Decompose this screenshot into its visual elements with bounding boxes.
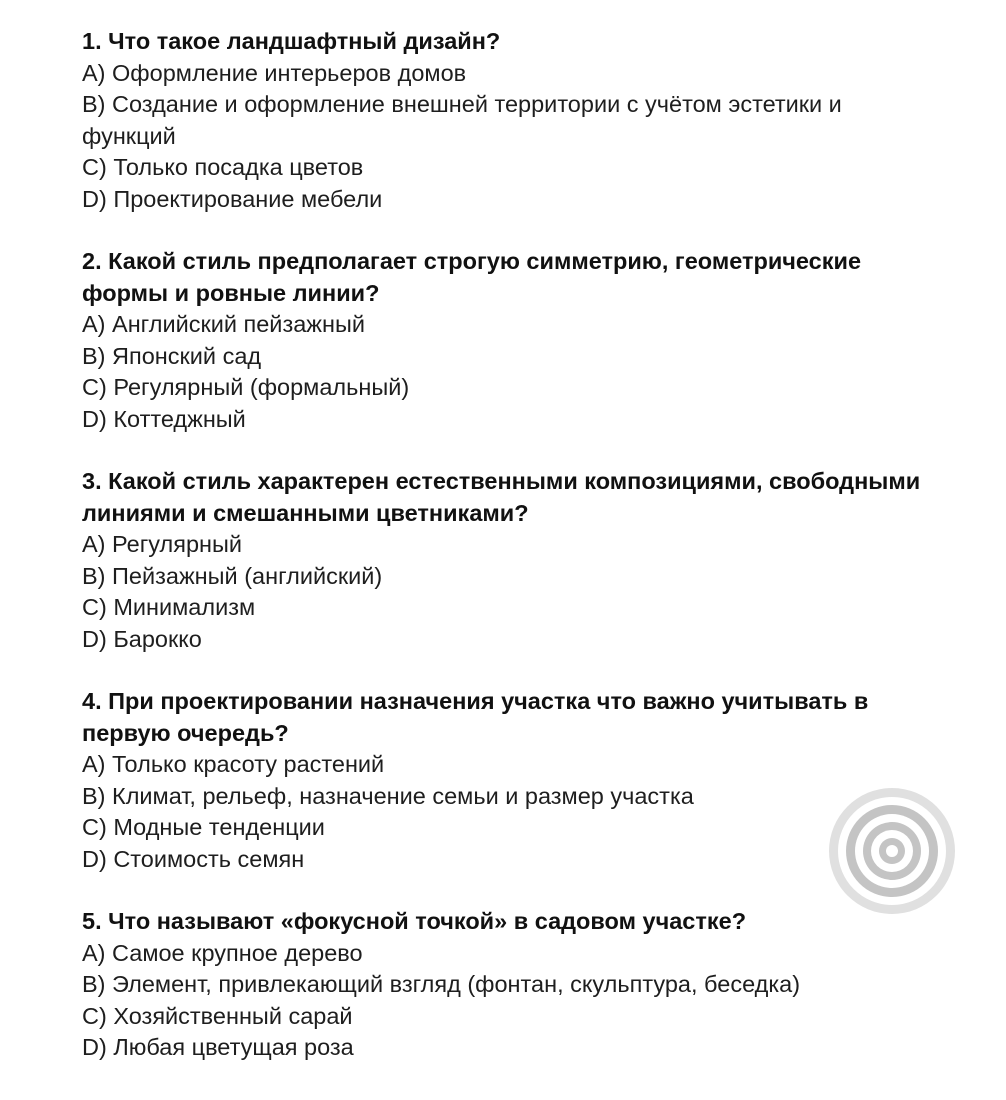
answer-option-d: D) Барокко [82,625,202,652]
question-title: 4. При проектировании назначения участка что важно учитывать в первую очередь? [82,688,869,746]
answer-option-c: C) Хозяйственный сарай [82,1002,353,1029]
quiz-document [82,26,932,1095]
answer-option-c: C) Модные тенденции [82,814,325,840]
answer-option-d: D) Коттеджный [82,405,246,432]
target-icon[interactable] [828,787,956,915]
answer-option-d: D) Проектирование мебели [82,185,383,212]
question-1 [82,26,932,215]
answer-option-a: A) Самое крупное дерево [82,939,363,966]
question-title: 3. Какой стиль характерен естественными композициями, свободными линиями и смешанными цветниками? [82,468,921,526]
answer-option-a: A) Оформление интерьеров домов [82,59,467,86]
answer-option-b: B) Японский сад [82,342,262,369]
question-title: 1. Что такое ландшафтный дизайн? [82,28,501,54]
question-title: 2. Какой стиль предполагает строгую симметрию, геометрические формы и ровные линии? [82,248,862,306]
question-4 [82,686,932,875]
answer-option-b: B) Создание и оформление внешней территории с учётом эстетики и функций [82,91,842,149]
target-icon-graphic [828,787,956,915]
answer-option-d: D) Стоимость семян [82,845,305,872]
question-5 [82,906,932,1064]
answer-option-b: B) Климат, рельеф, назначение семьи и размер участка [82,782,694,809]
answer-option-d: D) Любая цветущая роза [82,1034,354,1060]
question-title: 5. Что называют «фокусной точкой» в садовом участке? [82,908,747,934]
answer-option-a: A) Английский пейзажный [82,311,365,337]
question-3 [82,466,932,655]
answer-option-a: A) Только красоту растений [82,751,385,777]
answer-option-b: B) Элемент, привлекающий взгляд (фонтан, скульптура, беседка) [82,971,801,997]
answer-option-c: C) Минимализм [82,594,256,620]
answer-option-b: B) Пейзажный (английский) [82,562,383,589]
answer-option-a: A) Регулярный [82,531,243,557]
question-2 [82,246,932,435]
answer-option-c: C) Только посадка цветов [82,154,364,180]
answer-option-c: C) Регулярный (формальный) [82,374,410,400]
